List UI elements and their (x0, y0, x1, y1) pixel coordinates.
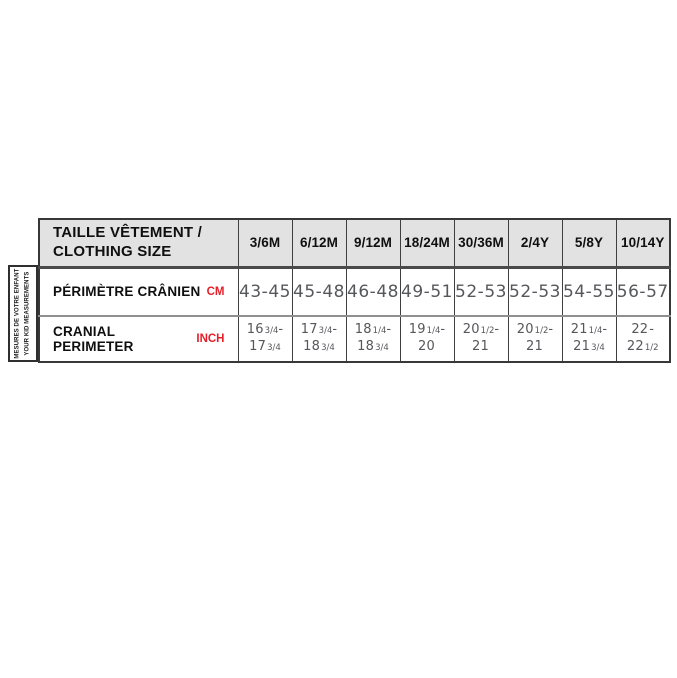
inch-unit-label: INCH (196, 333, 225, 345)
inch-value-6: 211/4- 213/4 (562, 316, 616, 362)
cm-row-label-wrap (40, 284, 238, 299)
cm-row-label-cell (39, 267, 238, 316)
column-header-10-14y: 10/14Y (616, 219, 670, 267)
column-header-18-24m: 18/24M (400, 219, 454, 267)
inch-value-0: 163/4- 173/4 (238, 316, 292, 362)
inch-value-3: 191/4- 20 (400, 316, 454, 362)
cm-value-1: 45-48 (292, 267, 346, 316)
cm-value-0: 43-45 (238, 267, 292, 316)
title-line-english: CLOTHING SIZE (53, 242, 172, 260)
inch-value-7: 22-221/2 (616, 316, 670, 362)
side-label-english: YOUR KID MEASUREMENTS (24, 271, 31, 356)
cm-value-6: 54-55 (562, 267, 616, 316)
cranial-perimeter-label-fr: PÉRIMÈTRE CRÂNIEN (53, 284, 201, 300)
inch-value-1: 173/4- 183/4 (292, 316, 346, 362)
inch-value-2: 181/4- 183/4 (346, 316, 400, 362)
cm-value-2: 46-48 (346, 267, 400, 316)
inch-row-label-wrap (40, 324, 238, 354)
title-line-french: TAILLE VÊTEMENT / (53, 224, 202, 241)
clothing-size-title (40, 224, 238, 262)
measurements-side-box (8, 265, 38, 362)
header-row (39, 219, 670, 267)
cranial-perimeter-cm-row (39, 267, 670, 316)
size-chart-table (38, 218, 671, 363)
cm-value-7: 56-57 (616, 267, 670, 316)
column-header-9-12m: 9/12M (346, 219, 400, 267)
cm-value-5: 52-53 (508, 267, 562, 316)
side-label-french: MESURES DE VOTRE ENFANT (14, 268, 21, 359)
clothing-size-title-cell (39, 219, 238, 267)
column-header-3-6m: 3/6M (238, 219, 292, 267)
cranial-perimeter-inch-row (39, 316, 670, 362)
column-header-2-4y: 2/4Y (508, 219, 562, 267)
cm-unit-label: CM (206, 285, 225, 298)
column-header-5-8y: 5/8Y (562, 219, 616, 267)
inch-value-5: 201/2- 21 (508, 316, 562, 362)
measurements-side-label (13, 269, 32, 359)
inch-row-label-cell (39, 316, 238, 362)
cm-value-3: 49-51 (400, 267, 454, 316)
cm-value-4: 52-53 (454, 267, 508, 316)
cranial-perimeter-label-en: CRANIAL PERIMETER (53, 324, 134, 354)
column-header-30-36m: 30/36M (454, 219, 508, 267)
inch-value-4: 201/2- 21 (454, 316, 508, 362)
column-header-6-12m: 6/12M (292, 219, 346, 267)
